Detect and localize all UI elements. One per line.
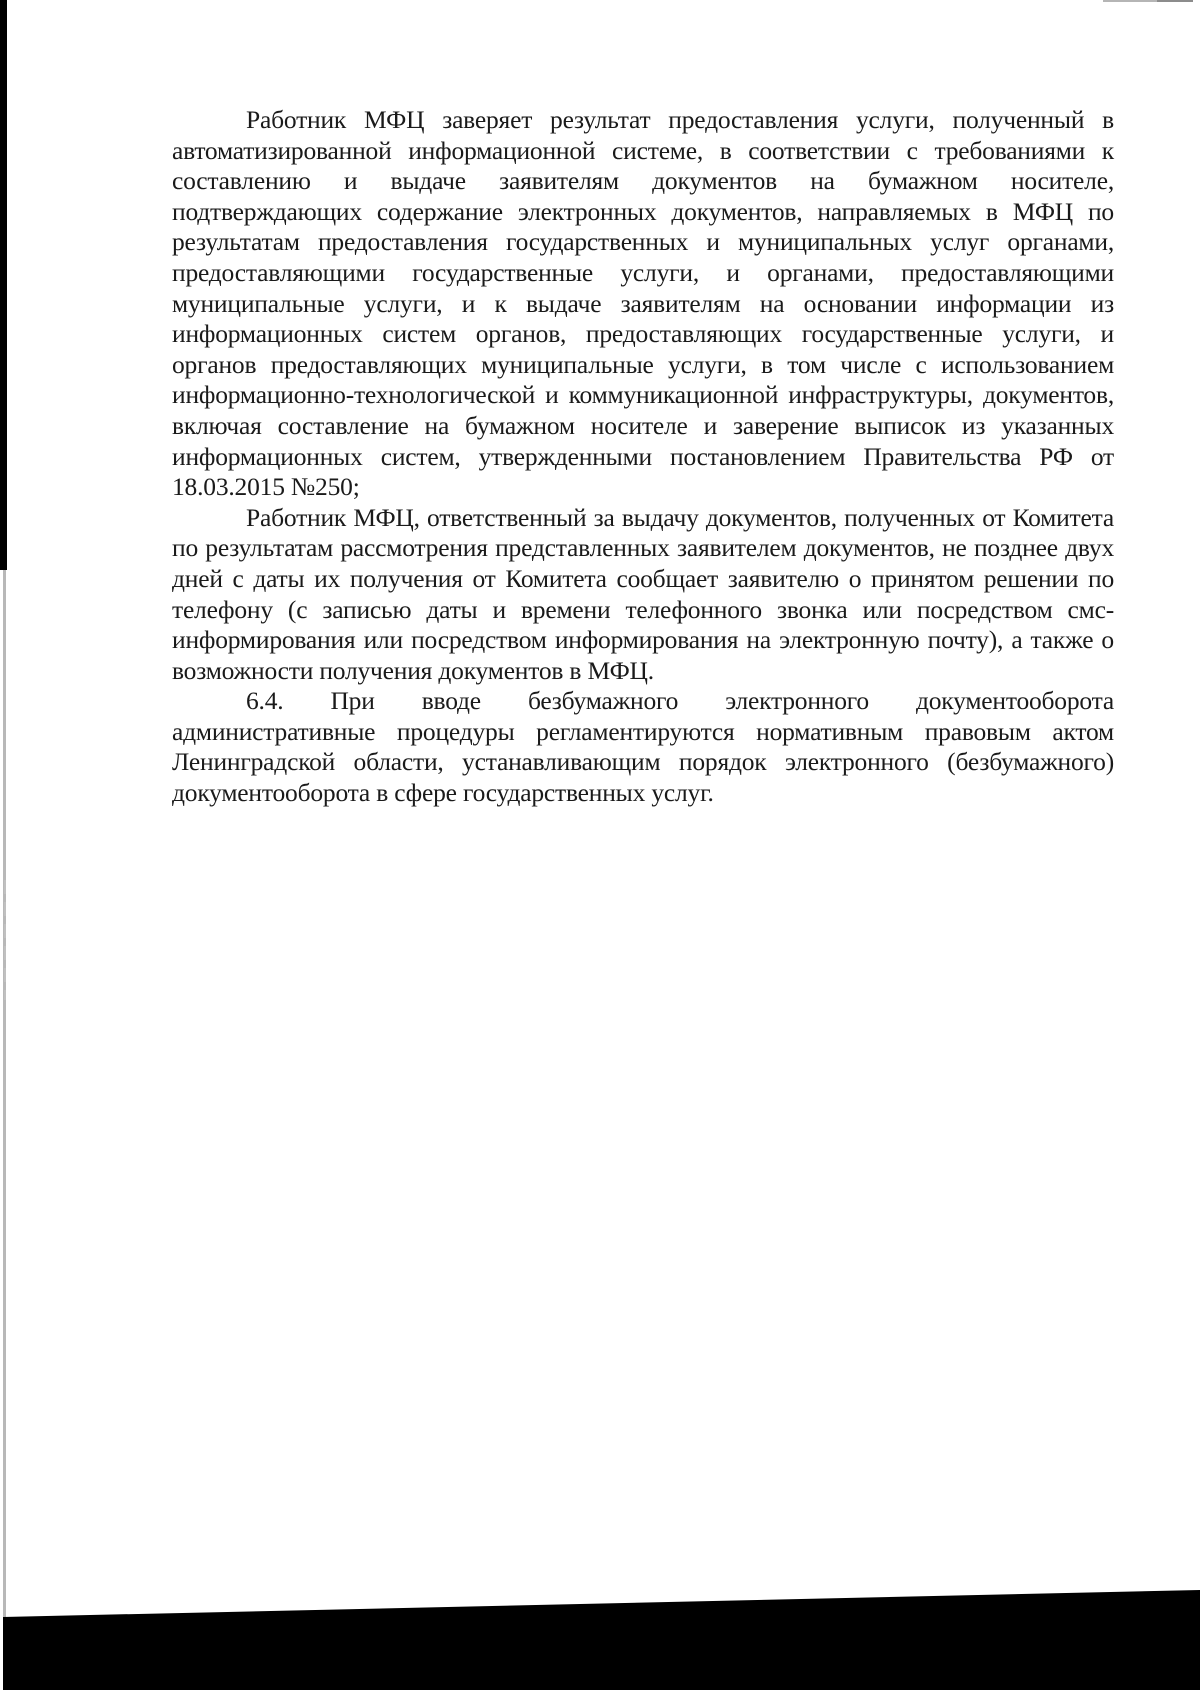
paragraph-mfc-certify-result: Работник МФЦ заверяет результат предоставления услуги, полученный в автоматизированной информационной системе, в соответствии с требованиями к составлению и выдаче заявителям документов на бумажном носителе, подтверждающих содержание электронных документов, направляемых в МФЦ по результатам предоставления государственных и муниципальных услуг органами, предоставляющими государственные услуги, и органами, предоставляющими муниципальные услуги, и к выдаче заявителям на основании информации из информационных систем органов, предоставляющих государственные услуги, и органов предоставляющих муниципальные услуги, в том числе с использованием информационно-технологической и коммуникационной инфраструктуры, документов, включая составление на бумажном носителе и заверение выписок из указанных информационных систем, утвержденными постановлением Правительства РФ от 18.03.2015 №250;: [172, 105, 1114, 502]
scan-bottom-black-bar: [3, 1590, 1200, 1690]
paragraph-mfc-notify-applicant: Работник МФЦ, ответственный за выдачу документов, полученных от Комитета по результатам рассмотрения представленных заявителем документов, не позднее двух дней с даты их получения от Комитета сообщает заявителю о принятом решении по телефону (с записью даты и времени телефонного звонка или посредством смс-информирования или посредством информирования на электронную почту), а также о возможности получения документов в МФЦ.: [172, 502, 1114, 685]
document-page: [172, 105, 1114, 809]
scan-top-right-artifact: [1103, 0, 1193, 2]
paragraph-section-6-4: 6.4. При вводе безбумажного электронного документооборота административные процедуры регламентируются нормативным правовым актом Ленинградской области, устанавливающим порядок электронного (безбумажного) документооборота в сфере государственных услуг.: [172, 686, 1114, 808]
scan-left-border-faded: [3, 570, 6, 1620]
scan-left-artifact-marks: [4, 880, 6, 1000]
scan-left-border: [0, 0, 7, 570]
